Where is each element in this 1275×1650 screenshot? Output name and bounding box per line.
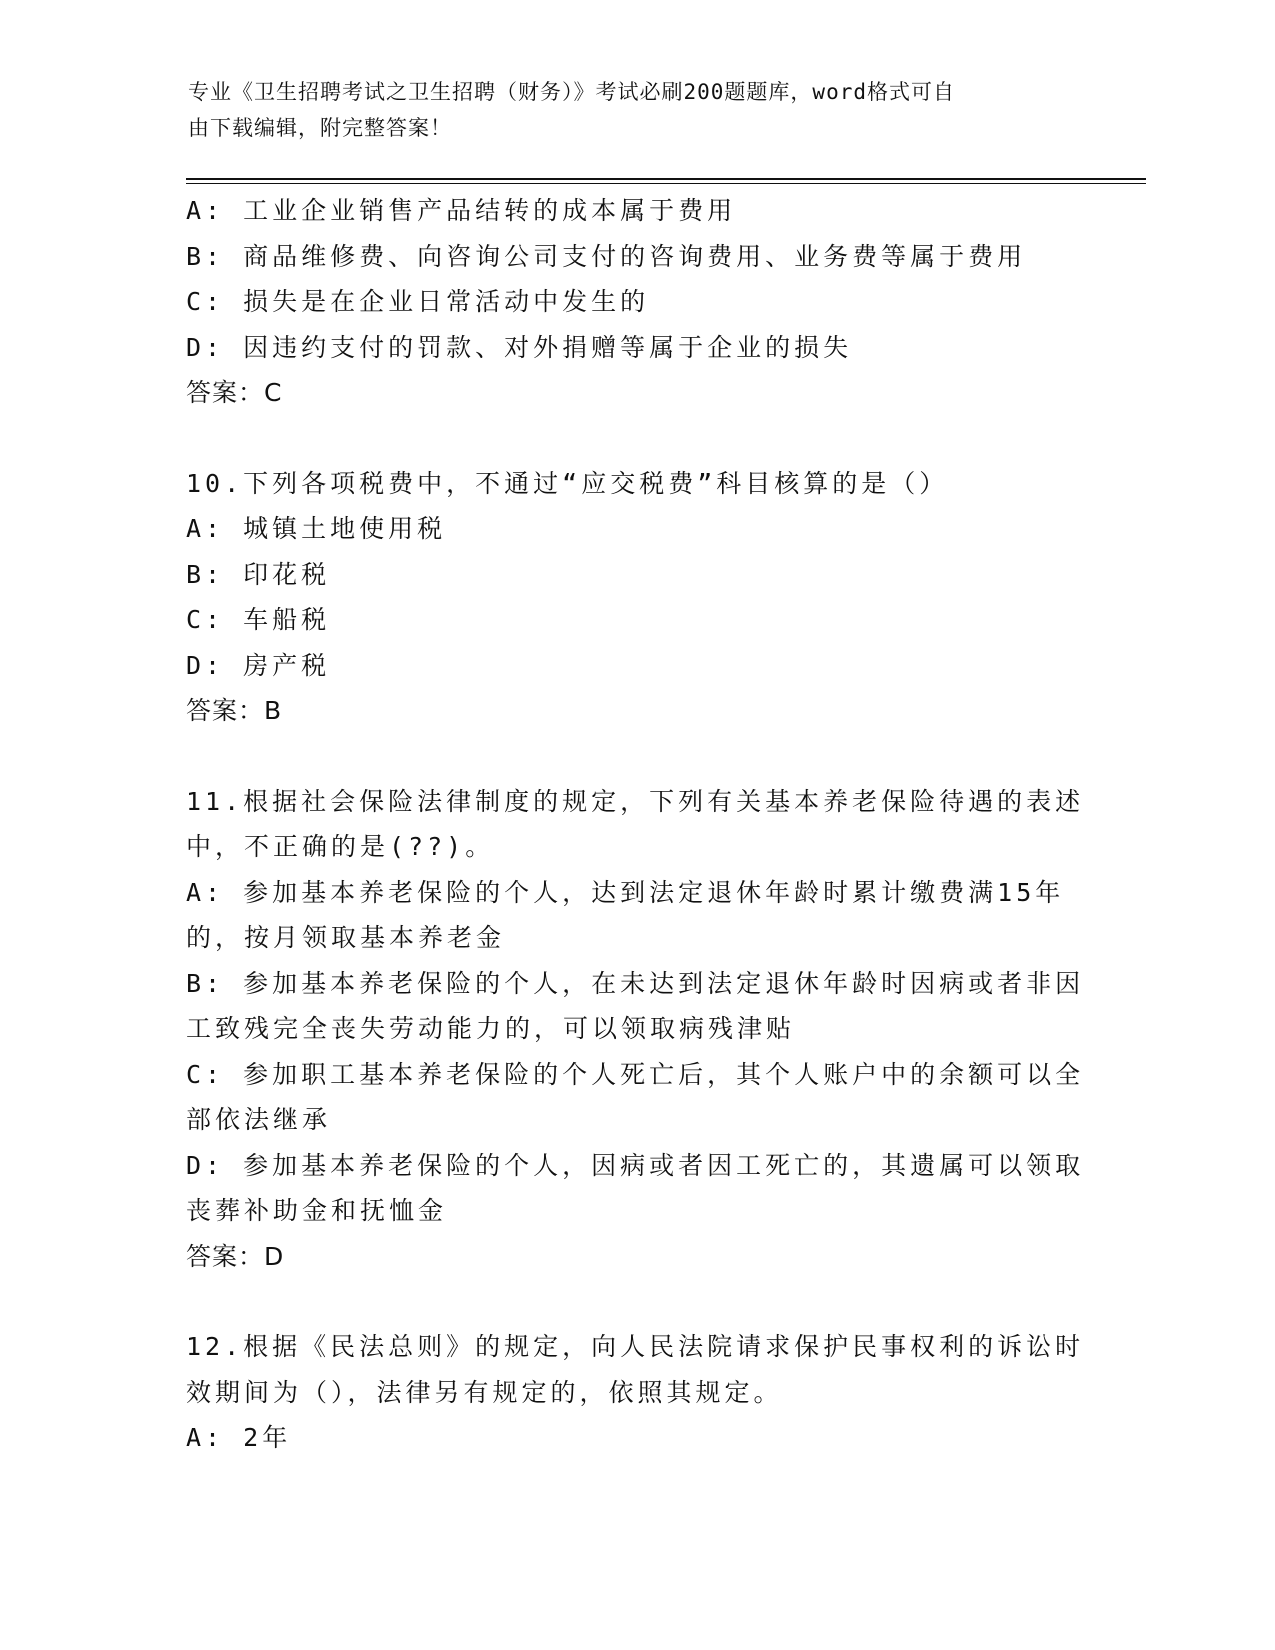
option-b: B: 印花税 — [186, 559, 331, 589]
option-b-line-2: 工致残完全丧失劳动能力的，可以领取病残津贴 — [186, 1014, 796, 1043]
question-text-line-2: 效期间为（），法律另有规定的，依照其规定。 — [186, 1377, 783, 1407]
option-c: C: 车船税 — [186, 605, 331, 634]
option-c-line-1: C: 参加职工基本养老保险的个人死亡后，其个人账户中的余额可以全 — [186, 1059, 1085, 1089]
answer: 答案：B — [186, 696, 283, 725]
option-a: A: 2年 — [186, 1423, 292, 1452]
question-list — [186, 188, 1085, 1461]
option-b-line-1: B: 参加基本养老保险的个人，在未达到法定退休年龄时因病或者非因 — [186, 968, 1085, 998]
option-c-line-2: 部依法继承 — [186, 1105, 332, 1134]
document-header — [188, 74, 1068, 146]
option-a-line-2: 的，按月领取基本养老金 — [186, 923, 506, 952]
option-a-line-1: A: 参加基本养老保险的个人，达到法定退休年龄时累计缴费满15年 — [186, 877, 1065, 907]
option-c: C: 损失是在企业日常活动中发生的 — [186, 287, 650, 316]
question-text: 10.下列各项税费中，不通过“应交税费”科目核算的是（） — [186, 468, 949, 498]
question-text-line-1: 11.根据社会保险法律制度的规定，下列有关基本养老保险待遇的表述 — [186, 786, 1085, 816]
option-b: B: 商品维修费、向咨询公司支付的咨询费用、业务费等属于费用 — [186, 241, 1027, 271]
question-11 — [186, 779, 1085, 1280]
spacer — [186, 734, 1066, 779]
header-line-1: 专业《卫生招聘考试之卫生招聘（财务）》考试必刷200题题库，word格式可自 — [188, 80, 955, 104]
question-9 — [186, 188, 1066, 416]
header-rule-thick — [186, 178, 1146, 180]
option-d: D: 房产税 — [186, 650, 331, 680]
option-d-line-2: 丧葬补助金和抚恤金 — [186, 1196, 448, 1225]
question-10 — [186, 461, 1066, 734]
answer: 答案：D — [186, 1241, 285, 1271]
option-a: A: 城镇土地使用税 — [186, 514, 447, 543]
answer: 答案：C — [186, 378, 283, 407]
header-rule-thin — [186, 183, 1146, 184]
spacer — [186, 416, 1066, 461]
question-text-line-1: 12.根据《民法总则》的规定，向人民法院请求保护民事权利的诉讼时 — [186, 1332, 1085, 1361]
question-12 — [186, 1324, 1085, 1461]
header-line-2: 由下载编辑，附完整答案！ — [188, 116, 452, 140]
question-text-line-2: 中，不正确的是(??)。 — [186, 832, 495, 861]
spacer — [186, 1279, 1066, 1324]
option-d-line-1: D: 参加基本养老保险的个人，因病或者因工死亡的，其遗属可以领取 — [186, 1150, 1085, 1180]
option-d: D: 因违约支付的罚款、对外捐赠等属于企业的损失 — [186, 332, 853, 362]
option-a: A: 工业企业销售产品结转的成本属于费用 — [186, 196, 737, 225]
